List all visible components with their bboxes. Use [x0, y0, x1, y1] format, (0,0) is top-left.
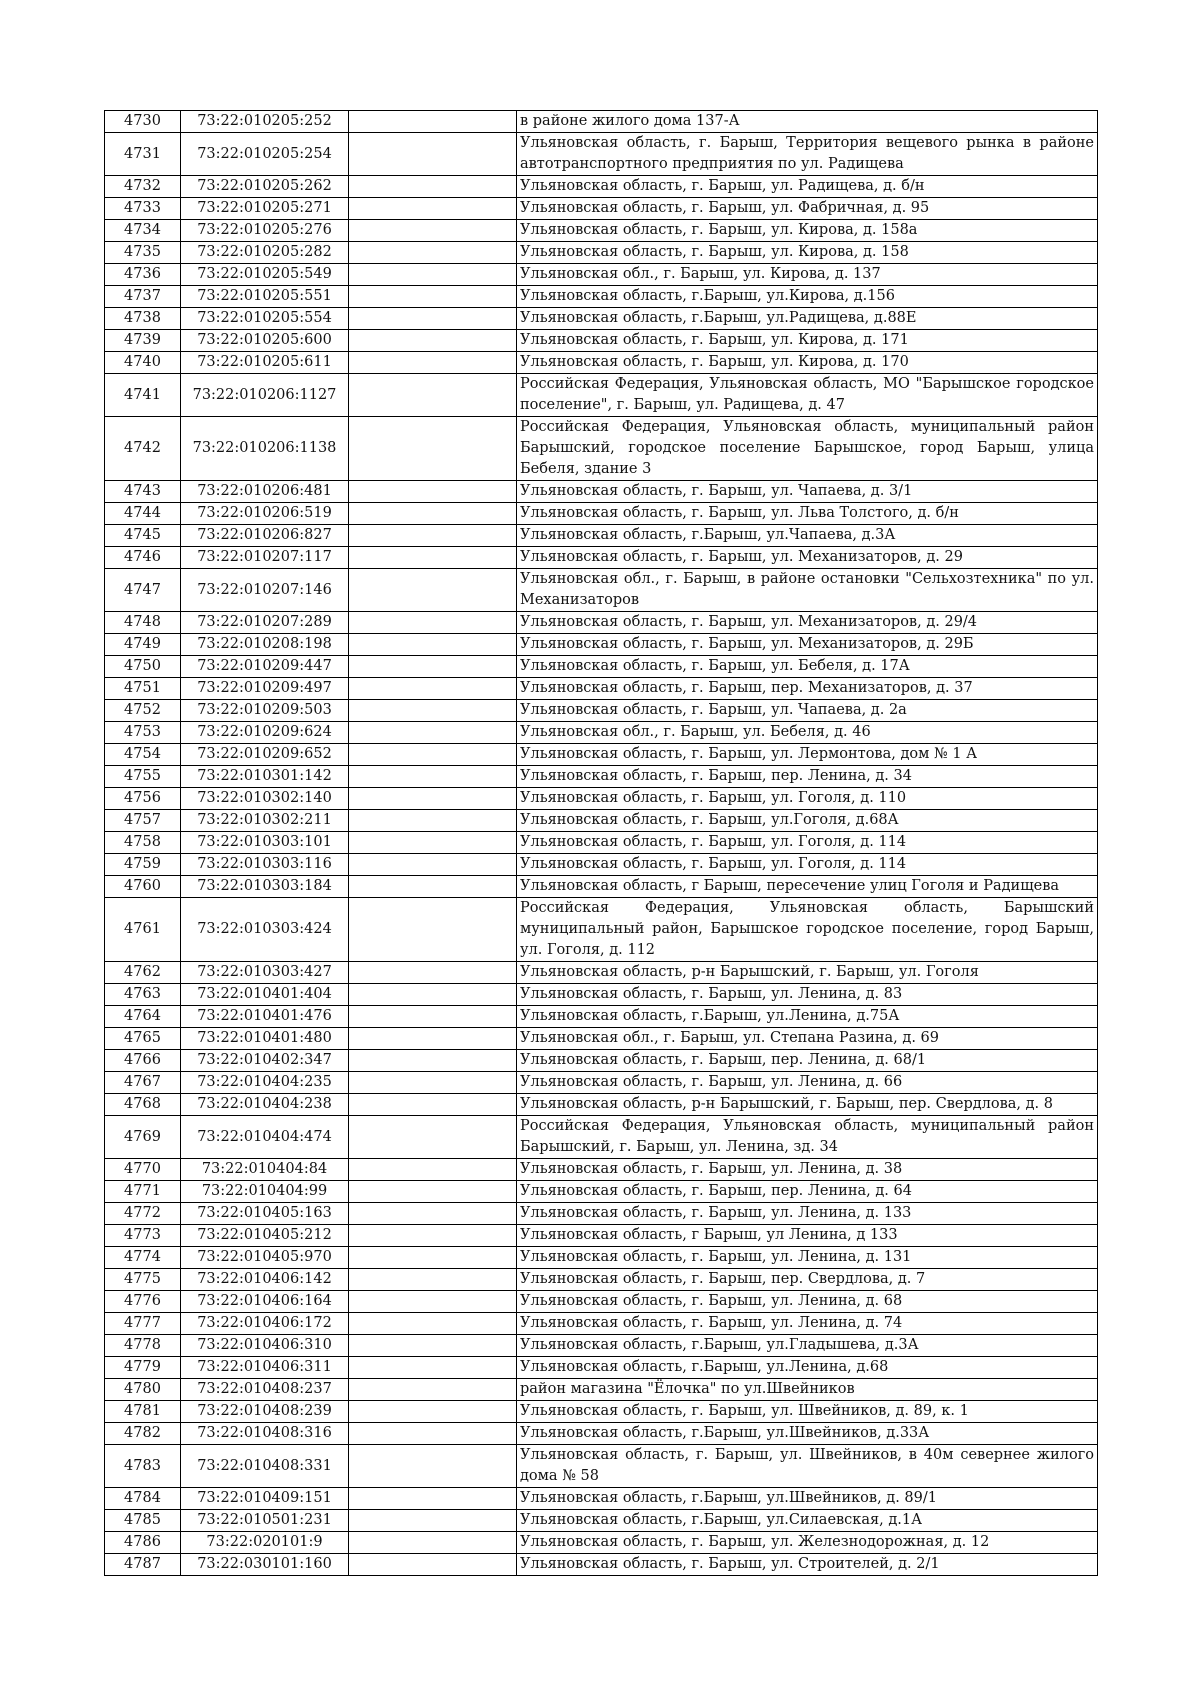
table-row	[105, 264, 1098, 286]
cadastral-number-cell: 73:22:010209:497	[181, 678, 349, 700]
cadastral-number-cell: 73:22:010401:476	[181, 1006, 349, 1028]
table-row	[105, 133, 1098, 176]
cadastral-number-cell: 73:22:010406:310	[181, 1335, 349, 1357]
table-row	[105, 1028, 1098, 1050]
empty-cell	[349, 854, 517, 876]
table-row	[105, 242, 1098, 264]
row-number-cell: 4740	[105, 352, 181, 374]
address-cell: Ульяновская область, г. Барыш, ул. Бебеля, д. 17А	[517, 656, 1098, 678]
row-number-cell: 4763	[105, 984, 181, 1006]
address-cell: Ульяновская область, г. Барыш, ул. Механизаторов, д. 29	[517, 547, 1098, 569]
cadastral-number-cell: 73:22:010501:231	[181, 1510, 349, 1532]
cadastral-number-cell: 73:22:010405:163	[181, 1203, 349, 1225]
address-cell: Ульяновская область, г.Барыш, ул.Гладышева, д.3А	[517, 1335, 1098, 1357]
table-row	[105, 1379, 1098, 1401]
empty-cell	[349, 1094, 517, 1116]
row-number-cell: 4776	[105, 1291, 181, 1313]
address-cell: Российская Федерация, Ульяновская область, МО "Барышское городское поселение", г. Барыш, ул. Радищева, д. 47	[517, 374, 1098, 417]
cadastral-number-cell: 73:22:010206:1138	[181, 417, 349, 481]
table-row	[105, 744, 1098, 766]
address-cell: Ульяновская область, г. Барыш, ул. Чапаева, д. 2а	[517, 700, 1098, 722]
table-row	[105, 1269, 1098, 1291]
row-number-cell: 4753	[105, 722, 181, 744]
row-number-cell: 4758	[105, 832, 181, 854]
empty-cell	[349, 788, 517, 810]
empty-cell	[349, 242, 517, 264]
table-row	[105, 1181, 1098, 1203]
empty-cell	[349, 330, 517, 352]
table-row	[105, 569, 1098, 612]
address-cell: Ульяновская обл., г. Барыш, ул. Степана Разина, д. 69	[517, 1028, 1098, 1050]
cadastral-number-cell: 73:22:010205:252	[181, 111, 349, 133]
empty-cell	[349, 722, 517, 744]
row-number-cell: 4734	[105, 220, 181, 242]
table-row	[105, 1094, 1098, 1116]
cadastral-number-cell: 73:22:020101:9	[181, 1532, 349, 1554]
table-row	[105, 417, 1098, 481]
empty-cell	[349, 832, 517, 854]
row-number-cell: 4751	[105, 678, 181, 700]
row-number-cell: 4752	[105, 700, 181, 722]
row-number-cell: 4741	[105, 374, 181, 417]
address-cell: Ульяновская область, г. Барыш, ул. Механизаторов, д. 29/4	[517, 612, 1098, 634]
address-cell: Ульяновская область, г. Барыш, пер. Ленина, д. 68/1	[517, 1050, 1098, 1072]
table-row	[105, 1313, 1098, 1335]
empty-cell	[349, 876, 517, 898]
address-cell: Ульяновская область, г. Барыш, пер. Ленина, д. 34	[517, 766, 1098, 788]
table-row	[105, 1488, 1098, 1510]
address-cell: Ульяновская область, г. Барыш, пер. Свердлова, д. 7	[517, 1269, 1098, 1291]
empty-cell	[349, 1116, 517, 1159]
cadastral-number-cell: 73:22:010205:600	[181, 330, 349, 352]
table-row	[105, 810, 1098, 832]
address-cell: Ульяновская область, г. Барыш, ул. Железнодорожная, д. 12	[517, 1532, 1098, 1554]
address-cell: Российская Федерация, Ульяновская область, муниципальный район Барышский, г. Барыш, ул. Ленина, зд. 34	[517, 1116, 1098, 1159]
empty-cell	[349, 481, 517, 503]
table-row	[105, 722, 1098, 744]
empty-cell	[349, 1401, 517, 1423]
address-cell: Ульяновская область, г.Барыш, ул.Чапаева, д.3А	[517, 525, 1098, 547]
address-cell: Ульяновская область, г. Барыш, ул. Кирова, д. 171	[517, 330, 1098, 352]
row-number-cell: 4738	[105, 308, 181, 330]
row-number-cell: 4735	[105, 242, 181, 264]
address-cell: Ульяновская обл., г. Барыш, в районе остановки "Сельхозтехника" по ул. Механизаторов	[517, 569, 1098, 612]
cadastral-number-cell: 73:22:010406:164	[181, 1291, 349, 1313]
table-row	[105, 1357, 1098, 1379]
cadastral-number-cell: 73:22:010205:262	[181, 176, 349, 198]
empty-cell	[349, 1203, 517, 1225]
cadastral-number-cell: 73:22:010303:116	[181, 854, 349, 876]
row-number-cell: 4762	[105, 962, 181, 984]
row-number-cell: 4742	[105, 417, 181, 481]
row-number-cell: 4757	[105, 810, 181, 832]
empty-cell	[349, 656, 517, 678]
table-row	[105, 330, 1098, 352]
address-cell: Ульяновская обл., г. Барыш, ул. Бебеля, д. 46	[517, 722, 1098, 744]
row-number-cell: 4730	[105, 111, 181, 133]
row-number-cell: 4768	[105, 1094, 181, 1116]
address-cell: Ульяновская область, г. Барыш, ул. Фабричная, д. 95	[517, 198, 1098, 220]
empty-cell	[349, 503, 517, 525]
empty-cell	[349, 308, 517, 330]
registry-table-body	[105, 111, 1098, 1576]
table-row	[105, 503, 1098, 525]
cadastral-number-cell: 73:22:030101:160	[181, 1554, 349, 1576]
empty-cell	[349, 220, 517, 242]
empty-cell	[349, 417, 517, 481]
row-number-cell: 4736	[105, 264, 181, 286]
cadastral-number-cell: 73:22:010404:99	[181, 1181, 349, 1203]
cadastral-number-cell: 73:22:010303:424	[181, 898, 349, 962]
row-number-cell: 4777	[105, 1313, 181, 1335]
cadastral-number-cell: 73:22:010303:427	[181, 962, 349, 984]
row-number-cell: 4737	[105, 286, 181, 308]
table-row	[105, 832, 1098, 854]
cadastral-number-cell: 73:22:010205:611	[181, 352, 349, 374]
empty-cell	[349, 962, 517, 984]
empty-cell	[349, 1335, 517, 1357]
table-row	[105, 898, 1098, 962]
address-cell: Ульяновская область, р-н Барышский, г. Барыш, пер. Свердлова, д. 8	[517, 1094, 1098, 1116]
row-number-cell: 4747	[105, 569, 181, 612]
empty-cell	[349, 352, 517, 374]
row-number-cell: 4732	[105, 176, 181, 198]
table-row	[105, 547, 1098, 569]
address-cell: Ульяновская область, г. Барыш, ул. Ленина, д. 133	[517, 1203, 1098, 1225]
row-number-cell: 4782	[105, 1423, 181, 1445]
empty-cell	[349, 1006, 517, 1028]
cadastral-number-cell: 73:22:010207:117	[181, 547, 349, 569]
table-row	[105, 1291, 1098, 1313]
address-cell: Ульяновская область, г. Барыш, ул. Льва Толстого, д. б/н	[517, 503, 1098, 525]
empty-cell	[349, 1072, 517, 1094]
table-row	[105, 766, 1098, 788]
address-cell: Ульяновская область, г.Барыш, ул.Радищева, д.88Е	[517, 308, 1098, 330]
empty-cell	[349, 766, 517, 788]
row-number-cell: 4787	[105, 1554, 181, 1576]
row-number-cell: 4749	[105, 634, 181, 656]
table-row	[105, 374, 1098, 417]
cadastral-number-cell: 73:22:010408:237	[181, 1379, 349, 1401]
empty-cell	[349, 525, 517, 547]
address-cell: Российская Федерация, Ульяновская область, Барышский муниципальный район, Барышское городское поселение, город Барыш, ул. Гоголя, д. 112	[517, 898, 1098, 962]
row-number-cell: 4761	[105, 898, 181, 962]
empty-cell	[349, 1247, 517, 1269]
empty-cell	[349, 984, 517, 1006]
cadastral-number-cell: 73:22:010405:970	[181, 1247, 349, 1269]
row-number-cell: 4743	[105, 481, 181, 503]
address-cell: Ульяновская область, г.Барыш, ул.Кирова, д.156	[517, 286, 1098, 308]
row-number-cell: 4756	[105, 788, 181, 810]
empty-cell	[349, 810, 517, 832]
empty-cell	[349, 1159, 517, 1181]
cadastral-number-cell: 73:22:010401:404	[181, 984, 349, 1006]
address-cell: Ульяновская область, г. Барыш, пер. Механизаторов, д. 37	[517, 678, 1098, 700]
empty-cell	[349, 700, 517, 722]
table-row	[105, 286, 1098, 308]
cadastral-number-cell: 73:22:010409:151	[181, 1488, 349, 1510]
table-row	[105, 678, 1098, 700]
table-row	[105, 984, 1098, 1006]
empty-cell	[349, 111, 517, 133]
address-cell: Ульяновская область, г.Барыш, ул.Швейников, д. 89/1	[517, 1488, 1098, 1510]
table-row	[105, 1203, 1098, 1225]
cadastral-number-cell: 73:22:010408:331	[181, 1445, 349, 1488]
cadastral-number-cell: 73:22:010408:316	[181, 1423, 349, 1445]
row-number-cell: 4746	[105, 547, 181, 569]
address-cell: Ульяновская область, г. Барыш, ул. Механизаторов, д. 29Б	[517, 634, 1098, 656]
cadastral-number-cell: 73:22:010205:282	[181, 242, 349, 264]
empty-cell	[349, 1423, 517, 1445]
table-row	[105, 1159, 1098, 1181]
address-cell: Ульяновская область, г. Барыш, ул. Чапаева, д. 3/1	[517, 481, 1098, 503]
empty-cell	[349, 1291, 517, 1313]
row-number-cell: 4759	[105, 854, 181, 876]
cadastral-number-cell: 73:22:010205:551	[181, 286, 349, 308]
row-number-cell: 4778	[105, 1335, 181, 1357]
empty-cell	[349, 898, 517, 962]
address-cell: Ульяновская область, г.Барыш, ул.Силаевская, д.1А	[517, 1510, 1098, 1532]
table-row	[105, 876, 1098, 898]
address-cell: Ульяновская область, г. Барыш, ул. Гоголя, д. 110	[517, 788, 1098, 810]
row-number-cell: 4784	[105, 1488, 181, 1510]
cadastral-number-cell: 73:22:010209:503	[181, 700, 349, 722]
row-number-cell: 4745	[105, 525, 181, 547]
empty-cell	[349, 1510, 517, 1532]
cadastral-number-cell: 73:22:010209:447	[181, 656, 349, 678]
table-row	[105, 1510, 1098, 1532]
row-number-cell: 4765	[105, 1028, 181, 1050]
cadastral-number-cell: 73:22:010205:549	[181, 264, 349, 286]
table-row	[105, 1445, 1098, 1488]
cadastral-number-cell: 73:22:010205:254	[181, 133, 349, 176]
empty-cell	[349, 1554, 517, 1576]
row-number-cell: 4770	[105, 1159, 181, 1181]
cadastral-number-cell: 73:22:010206:519	[181, 503, 349, 525]
table-row	[105, 1247, 1098, 1269]
cadastral-number-cell: 73:22:010404:474	[181, 1116, 349, 1159]
table-row	[105, 525, 1098, 547]
registry-table	[104, 110, 1098, 1576]
cadastral-number-cell: 73:22:010406:311	[181, 1357, 349, 1379]
address-cell: Ульяновская область, г. Барыш, ул. Кирова, д. 158	[517, 242, 1098, 264]
address-cell: Ульяновская область, г. Барыш, ул.Гоголя, д.68А	[517, 810, 1098, 832]
row-number-cell: 4744	[105, 503, 181, 525]
address-cell: Ульяновская область, г. Барыш, ул. Гоголя, д. 114	[517, 832, 1098, 854]
empty-cell	[349, 1028, 517, 1050]
address-cell: Ульяновская область, г. Барыш, ул. Ленина, д. 68	[517, 1291, 1098, 1313]
address-cell: Ульяновская область, г. Барыш, ул. Ленина, д. 66	[517, 1072, 1098, 1094]
cadastral-number-cell: 73:22:010404:238	[181, 1094, 349, 1116]
address-cell: район магазина "Ёлочка" по ул.Швейников	[517, 1379, 1098, 1401]
cadastral-number-cell: 73:22:010405:212	[181, 1225, 349, 1247]
empty-cell	[349, 1181, 517, 1203]
table-row	[105, 1050, 1098, 1072]
table-row	[105, 220, 1098, 242]
table-row	[105, 962, 1098, 984]
row-number-cell: 4754	[105, 744, 181, 766]
cadastral-number-cell: 73:22:010404:235	[181, 1072, 349, 1094]
cadastral-number-cell: 73:22:010208:198	[181, 634, 349, 656]
empty-cell	[349, 1357, 517, 1379]
address-cell: в районе жилого дома 137-А	[517, 111, 1098, 133]
empty-cell	[349, 133, 517, 176]
table-row	[105, 1335, 1098, 1357]
table-row	[105, 481, 1098, 503]
empty-cell	[349, 1532, 517, 1554]
address-cell: Ульяновская область, г. Барыш, ул. Ленина, д. 38	[517, 1159, 1098, 1181]
row-number-cell: 4731	[105, 133, 181, 176]
cadastral-number-cell: 73:22:010301:142	[181, 766, 349, 788]
address-cell: Ульяновская область, г. Барыш, ул. Радищева, д. б/н	[517, 176, 1098, 198]
cadastral-number-cell: 73:22:010303:101	[181, 832, 349, 854]
cadastral-number-cell: 73:22:010406:142	[181, 1269, 349, 1291]
table-row	[105, 308, 1098, 330]
empty-cell	[349, 678, 517, 700]
table-row	[105, 1006, 1098, 1028]
empty-cell	[349, 1445, 517, 1488]
cadastral-number-cell: 73:22:010404:84	[181, 1159, 349, 1181]
cadastral-number-cell: 73:22:010401:480	[181, 1028, 349, 1050]
table-row	[105, 656, 1098, 678]
empty-cell	[349, 374, 517, 417]
cadastral-number-cell: 73:22:010209:652	[181, 744, 349, 766]
address-cell: Ульяновская область, г Барыш, пересечение улиц Гоголя и Радищева	[517, 876, 1098, 898]
row-number-cell: 4760	[105, 876, 181, 898]
row-number-cell: 4780	[105, 1379, 181, 1401]
table-row	[105, 788, 1098, 810]
empty-cell	[349, 1488, 517, 1510]
cadastral-number-cell: 73:22:010303:184	[181, 876, 349, 898]
row-number-cell: 4739	[105, 330, 181, 352]
table-row	[105, 634, 1098, 656]
cadastral-number-cell: 73:22:010206:481	[181, 481, 349, 503]
row-number-cell: 4771	[105, 1181, 181, 1203]
empty-cell	[349, 1379, 517, 1401]
empty-cell	[349, 176, 517, 198]
empty-cell	[349, 1313, 517, 1335]
cadastral-number-cell: 73:22:010402:347	[181, 1050, 349, 1072]
table-row	[105, 111, 1098, 133]
table-row	[105, 1072, 1098, 1094]
address-cell: Ульяновская область, г. Барыш, ул. Кирова, д. 170	[517, 352, 1098, 374]
empty-cell	[349, 1050, 517, 1072]
address-cell: Российская Федерация, Ульяновская область, муниципальный район Барышский, городское поселение Барышское, город Барыш, улица Бебеля, здание 3	[517, 417, 1098, 481]
table-row	[105, 1116, 1098, 1159]
table-row	[105, 1225, 1098, 1247]
address-cell: Ульяновская область, г. Барыш, ул. Лермонтова, дом № 1 А	[517, 744, 1098, 766]
empty-cell	[349, 547, 517, 569]
row-number-cell: 4773	[105, 1225, 181, 1247]
row-number-cell: 4785	[105, 1510, 181, 1532]
address-cell: Ульяновская область, г. Барыш, ул. Швейников, д. 89, к. 1	[517, 1401, 1098, 1423]
address-cell: Ульяновская область, г. Барыш, ул. Ленина, д. 74	[517, 1313, 1098, 1335]
table-row	[105, 1423, 1098, 1445]
address-cell: Ульяновская область, г. Барыш, ул. Кирова, д. 158а	[517, 220, 1098, 242]
row-number-cell: 4781	[105, 1401, 181, 1423]
table-row	[105, 612, 1098, 634]
row-number-cell: 4764	[105, 1006, 181, 1028]
table-row	[105, 352, 1098, 374]
row-number-cell: 4779	[105, 1357, 181, 1379]
row-number-cell: 4774	[105, 1247, 181, 1269]
table-row	[105, 854, 1098, 876]
address-cell: Ульяновская область, р-н Барышский, г. Барыш, ул. Гоголя	[517, 962, 1098, 984]
table-row	[105, 176, 1098, 198]
address-cell: Ульяновская область, г. Барыш, ул. Ленина, д. 83	[517, 984, 1098, 1006]
address-cell: Ульяновская обл., г. Барыш, ул. Кирова, д. 137	[517, 264, 1098, 286]
empty-cell	[349, 1269, 517, 1291]
table-row	[105, 198, 1098, 220]
row-number-cell: 4767	[105, 1072, 181, 1094]
cadastral-number-cell: 73:22:010406:172	[181, 1313, 349, 1335]
address-cell: Ульяновская область, г.Барыш, ул.Ленина, д.68	[517, 1357, 1098, 1379]
address-cell: Ульяновская область, г. Барыш, ул. Строителей, д. 2/1	[517, 1554, 1098, 1576]
cadastral-number-cell: 73:22:010207:289	[181, 612, 349, 634]
table-row	[105, 1401, 1098, 1423]
row-number-cell: 4748	[105, 612, 181, 634]
cadastral-number-cell: 73:22:010207:146	[181, 569, 349, 612]
row-number-cell: 4772	[105, 1203, 181, 1225]
cadastral-number-cell: 73:22:010205:276	[181, 220, 349, 242]
empty-cell	[349, 569, 517, 612]
empty-cell	[349, 634, 517, 656]
cadastral-number-cell: 73:22:010209:624	[181, 722, 349, 744]
row-number-cell: 4733	[105, 198, 181, 220]
row-number-cell: 4775	[105, 1269, 181, 1291]
address-cell: Ульяновская область, г. Барыш, ул. Гоголя, д. 114	[517, 854, 1098, 876]
cadastral-number-cell: 73:22:010302:140	[181, 788, 349, 810]
row-number-cell: 4786	[105, 1532, 181, 1554]
row-number-cell: 4750	[105, 656, 181, 678]
table-row	[105, 1554, 1098, 1576]
address-cell: Ульяновская область, г Барыш, ул Ленина, д 133	[517, 1225, 1098, 1247]
row-number-cell: 4755	[105, 766, 181, 788]
table-row	[105, 1532, 1098, 1554]
empty-cell	[349, 198, 517, 220]
empty-cell	[349, 612, 517, 634]
cadastral-number-cell: 73:22:010206:1127	[181, 374, 349, 417]
empty-cell	[349, 744, 517, 766]
cadastral-number-cell: 73:22:010408:239	[181, 1401, 349, 1423]
address-cell: Ульяновская область, г.Барыш, ул.Швейников, д.33А	[517, 1423, 1098, 1445]
empty-cell	[349, 286, 517, 308]
cadastral-number-cell: 73:22:010205:554	[181, 308, 349, 330]
empty-cell	[349, 264, 517, 286]
row-number-cell: 4769	[105, 1116, 181, 1159]
cadastral-number-cell: 73:22:010206:827	[181, 525, 349, 547]
cadastral-number-cell: 73:22:010205:271	[181, 198, 349, 220]
row-number-cell: 4766	[105, 1050, 181, 1072]
row-number-cell: 4783	[105, 1445, 181, 1488]
empty-cell	[349, 1225, 517, 1247]
address-cell: Ульяновская область, г. Барыш, ул. Швейников, в 40м севернее жилого дома № 58	[517, 1445, 1098, 1488]
address-cell: Ульяновская область, г.Барыш, ул.Ленина, д.75А	[517, 1006, 1098, 1028]
address-cell: Ульяновская область, г. Барыш, пер. Ленина, д. 64	[517, 1181, 1098, 1203]
address-cell: Ульяновская область, г. Барыш, Территория вещевого рынка в районе автотранспортного предприятия по ул. Радищева	[517, 133, 1098, 176]
address-cell: Ульяновская область, г. Барыш, ул. Ленина, д. 131	[517, 1247, 1098, 1269]
cadastral-number-cell: 73:22:010302:211	[181, 810, 349, 832]
table-row	[105, 700, 1098, 722]
